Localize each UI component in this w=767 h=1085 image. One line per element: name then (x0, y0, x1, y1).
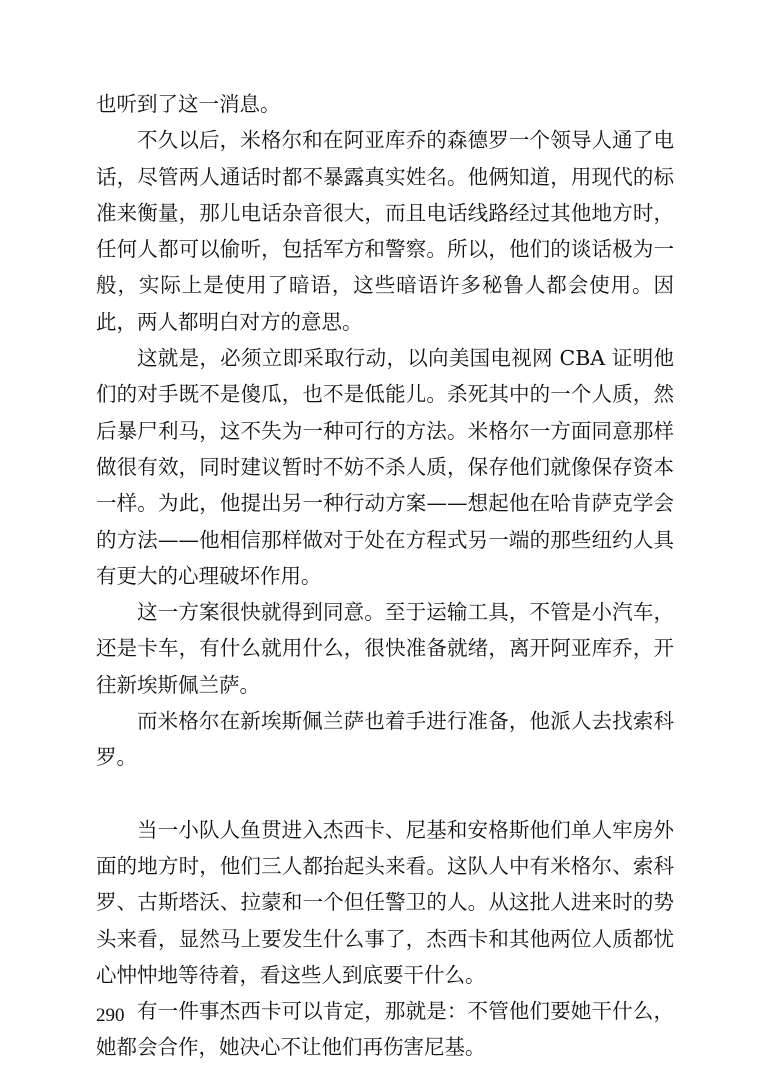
body-text (96, 86, 674, 1066)
paragraph: 这一方案很快就得到同意。至于运输工具，不管是小汽车，还是卡车，有什么就用什么，很快准备就绪，离开阿亚库乔，开往新埃斯佩兰萨。 (96, 600, 674, 697)
paragraph: 有一件事杰西卡可以肯定，那就是：不管他们要她干什么，她都会合作，她决心不让他们再伤害尼基。 (96, 999, 674, 1060)
paragraph: 不久以后，米格尔和在阿亚库乔的森德罗一个领导人通了电话，尽管两人通话时都不暴露真实姓名。他俩知道，用现代的标准来衡量，那儿电话杂音很大，而且电话线路经过其他地方时，任何人都可以偷听，包括军方和警察。所以，他们的谈话极为一般，实际上是使用了暗语，这些暗语许多秘鲁人都会使用。因此，两人都明白对方的意思。 (96, 128, 674, 334)
paragraph: 当一小队人鱼贯进入杰西卡、尼基和安格斯他们单人牢房外面的地方时，他们三人都抬起头来看。这队人中有米格尔、索科罗、古斯塔沃、拉蒙和一个但任警卫的人。从这批人进来时的势头来看，显然马上要发生什么事了，杰西卡和其他两位人质都忧心忡忡地等待着，看这些人到底要干什么。 (96, 817, 674, 987)
paragraph-continued: 也听到了这一消息。 (96, 92, 281, 116)
paragraph: 而米格尔在新埃斯佩兰萨也着手进行准备，他派人去找索科罗。 (96, 709, 674, 770)
paragraph: 这就是，必须立即采取行动，以向美国电视网 CBA 证明他们的对手既不是傻瓜，也不是低能儿。杀死其中的一个人质，然后暴尸利马，这不失为一种可行的方法。米格尔一方面同意那样做很有效，同时建议暂时不妨不杀人质，保存他们就像保存资本一样。为此，他提出另一种行动方案——想起他在哈肯萨克学会的方法——他相信那样做对于处在方程式另一端的那些纽约人具有更大的心理破坏作用。 (96, 346, 674, 588)
page-number: 290 (96, 1005, 125, 1026)
section-break (96, 776, 674, 812)
